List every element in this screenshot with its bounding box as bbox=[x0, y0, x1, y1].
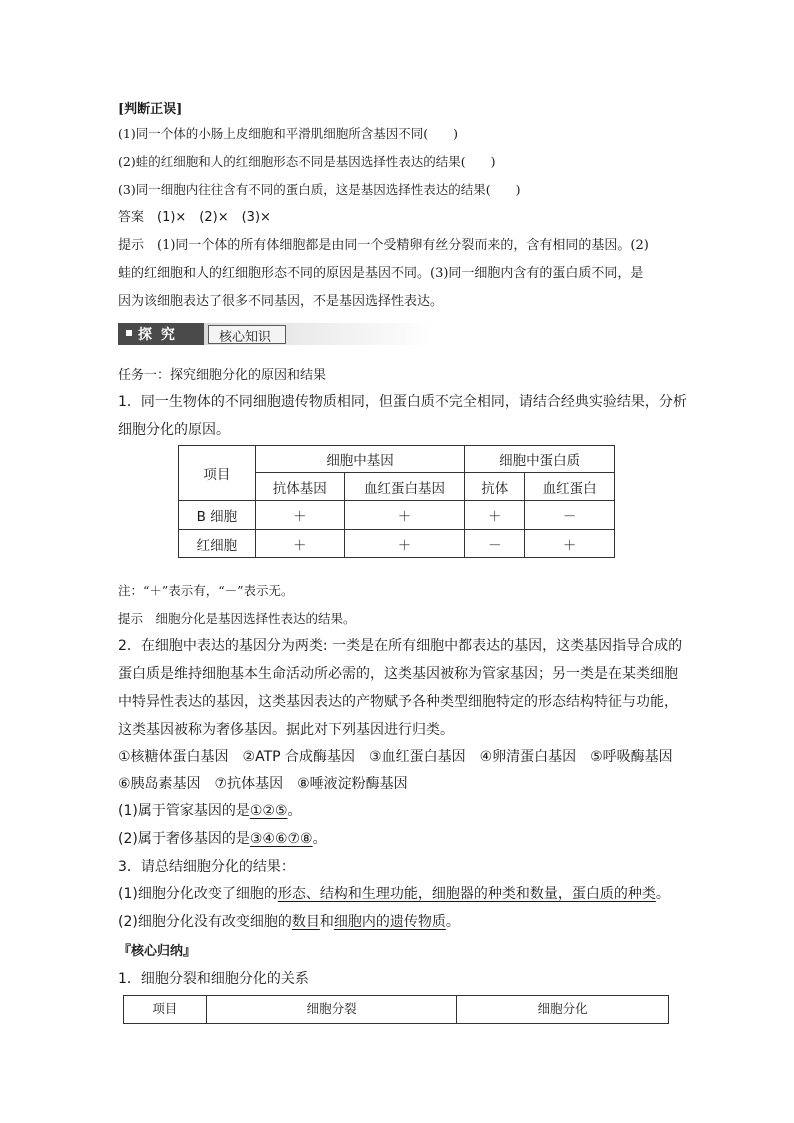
table-cell: － bbox=[465, 530, 525, 558]
banner-tab bbox=[208, 325, 286, 344]
summary-item-1: 1．细胞分裂和细胞分化的关系 bbox=[118, 971, 309, 987]
section-banner bbox=[118, 323, 436, 345]
task1-q2-line-4: 这类基因被称为奢侈基因。据此对下列基因进行归类。 bbox=[118, 722, 454, 738]
judge-hint-line-3: 因为该细胞表达了很多不同基因，不是基因选择性表达。 bbox=[118, 294, 444, 309]
banner-dark-part bbox=[118, 323, 204, 345]
answer-2 bbox=[118, 828, 327, 848]
gene-list-line-2: ⑥胰岛素基因 ⑦抗体基因 ⑧唾液淀粉酶基因 bbox=[118, 776, 408, 792]
table-row bbox=[179, 501, 615, 530]
result-1-suffix: 。 bbox=[655, 886, 670, 902]
judge-hint-line-1: 提示 (1)同一个体的所有体细胞都是由同一个受精卵有丝分裂而来的，含有相同的基因。(2) bbox=[118, 238, 649, 253]
judge-item-2: (2)蛙的红细胞和人的红细胞形态不同是基因选择性表达的结果( ) bbox=[118, 154, 496, 169]
table-cell: ＋ bbox=[465, 501, 525, 530]
result-2-value-2: 细胞内的遗传物质 bbox=[333, 914, 446, 930]
summary-table-header-item: 项目 bbox=[124, 996, 207, 1024]
table-cell: ＋ bbox=[344, 530, 465, 558]
task1-q1-line-2: 细胞分化的原因。 bbox=[118, 422, 230, 438]
banner-light-part bbox=[204, 323, 436, 345]
banner-dark-label: 探 究 bbox=[138, 327, 177, 343]
answer-2-suffix: 。 bbox=[312, 831, 327, 847]
result-2 bbox=[118, 911, 460, 931]
result-2-suffix: 。 bbox=[445, 914, 460, 930]
task1-title: 任务一：探究细胞分化的原因和结果 bbox=[118, 368, 327, 383]
answer-1-suffix: 。 bbox=[287, 803, 302, 819]
task1-q3: 3．请总结细胞分化的结果： bbox=[118, 859, 295, 875]
summary-table-header-division: 细胞分裂 bbox=[206, 996, 457, 1024]
table-header-proteins: 细胞中蛋白质 bbox=[465, 446, 615, 473]
answer-1-value: ①②⑤ bbox=[249, 803, 288, 819]
judge-item-3: (3)同一细胞内往往含有不同的蛋白质，这是基因选择性表达的结果( ) bbox=[118, 182, 521, 197]
answer-2-prefix: (2)属于奢侈基因的是 bbox=[118, 831, 250, 847]
result-2-mid: 和 bbox=[319, 914, 334, 930]
task1-hint: 提示 细胞分化是基因选择性表达的结果。 bbox=[118, 611, 356, 626]
table-cell: ＋ bbox=[255, 501, 344, 530]
table-sub-antibody: 抗体 bbox=[465, 473, 525, 501]
table-row-name: 红细胞 bbox=[179, 530, 256, 558]
table-sub-hemoglobin-gene: 血红蛋白基因 bbox=[344, 473, 465, 501]
table-header-genes: 细胞中基因 bbox=[255, 446, 464, 473]
judge-hint-line-2: 蛙的红细胞和人的红细胞形态不同的原因是基因不同。(3)同一细胞内含有的蛋白质不同，是 bbox=[118, 266, 644, 281]
table-sub-antibody-gene: 抗体基因 bbox=[255, 473, 344, 501]
table-cell: ＋ bbox=[344, 501, 465, 530]
result-1 bbox=[118, 883, 670, 903]
table-header-item: 项目 bbox=[179, 446, 256, 501]
table-cell: ＋ bbox=[255, 530, 344, 558]
result-1-value: 形态、结构和生理功能，细胞器的种类和数量，蛋白质的种类 bbox=[277, 886, 656, 902]
table-sub-hemoglobin: 血红蛋白 bbox=[525, 473, 615, 501]
table-row-name: B 细胞 bbox=[179, 501, 256, 530]
result-2-value-1: 数目 bbox=[291, 914, 320, 930]
banner-tab-label: 核心知识 bbox=[219, 330, 272, 345]
task1-q2-line-2: 蛋白质是维持细胞基本生命活动所必需的，这类基因被称为管家基因；另一类是在某类细胞 bbox=[118, 666, 678, 682]
banner-square-icon bbox=[126, 330, 132, 336]
judge-heading: [判断正误] bbox=[118, 102, 183, 117]
answer-1 bbox=[118, 800, 302, 820]
table-note: 注：“＋”表示有，“－”表示无。 bbox=[118, 583, 294, 598]
summary-table-header-differentiation: 细胞分化 bbox=[457, 996, 669, 1024]
gene-protein-table bbox=[178, 445, 615, 558]
table-row bbox=[179, 530, 615, 558]
table-cell: － bbox=[525, 501, 615, 530]
summary-heading: 『核心归纳』 bbox=[118, 944, 197, 959]
task1-q2-line-1: 2．在细胞中表达的基因分为两类: 一类是在所有细胞中都表达的基因，这类基因指导合成的 bbox=[118, 638, 683, 654]
gene-list-line-1: ①核糖体蛋白基因 ②ATP 合成酶基因 ③血红蛋白基因 ④卵清蛋白基因 ⑤呼吸酶基因 bbox=[118, 749, 673, 765]
task1-q2-line-3: 中特异性表达的基因，这类基因表达的产物赋予各种类型细胞特定的形态结构特征与功能， bbox=[118, 694, 678, 710]
judge-answer: 答案 (1)× (2)× (3)× bbox=[118, 210, 271, 225]
table-cell: ＋ bbox=[525, 530, 615, 558]
answer-1-prefix: (1)属于管家基因的是 bbox=[118, 803, 250, 819]
task1-q1-line-1: 1．同一生物体的不同细胞遗传物质相同，但蛋白质不完全相同，请结合经典实验结果，分析 bbox=[118, 394, 687, 410]
result-1-prefix: (1)细胞分化改变了细胞的 bbox=[118, 886, 278, 902]
answer-2-value: ③④⑥⑦⑧ bbox=[249, 831, 313, 847]
judge-item-1: (1)同一个体的小肠上皮细胞和平滑肌细胞所含基因不同( ) bbox=[118, 126, 458, 141]
result-2-prefix: (2)细胞分化没有改变细胞的 bbox=[118, 914, 292, 930]
division-differentiation-table bbox=[123, 995, 669, 1024]
